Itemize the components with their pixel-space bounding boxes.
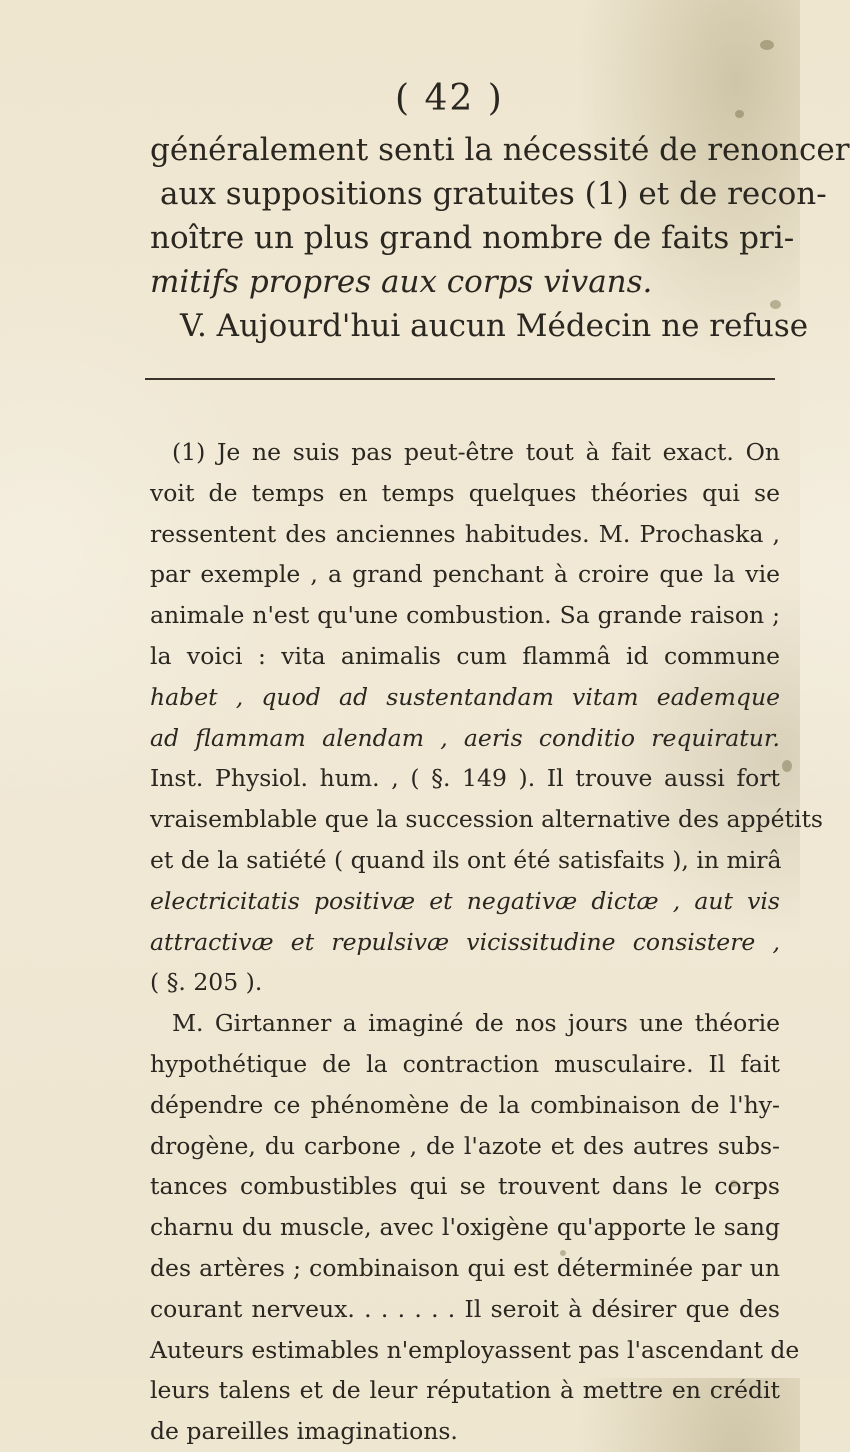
page-number: ( 42 ) bbox=[395, 78, 504, 119]
footnote-line: et de la satiété ( quand ils ont été satisfaits ), in mirâ bbox=[150, 845, 782, 874]
footnote-line: ( §. 205 ). bbox=[150, 968, 263, 997]
paper-speck bbox=[735, 110, 744, 118]
footnote-line: (1) Je ne suis pas peut-être tout à fait exact. On bbox=[172, 438, 780, 466]
footnote-line: voit de temps en temps quelques théories qui se bbox=[150, 478, 780, 507]
footnote-line: hypothétique de la contraction musculaire. Il fait bbox=[150, 1049, 780, 1078]
main-text-line: aux suppositions gratuites (1) et de recon- bbox=[160, 176, 827, 212]
footnote-line: par exemple , a grand penchant à croire que la vie bbox=[150, 560, 780, 589]
footnote-line: electricitatis positivæ et negativæ dictæ , aut vis bbox=[150, 886, 780, 915]
footnote-line: Auteurs estimables n'employassent pas l'ascendant de bbox=[150, 1335, 800, 1364]
footnote-line: drogène, du carbone , de l'azote et des autres subs- bbox=[150, 1131, 780, 1160]
footnote-block bbox=[150, 432, 823, 1452]
footnote-line: habet , quod ad sustentandam vitam eademque bbox=[150, 682, 780, 711]
footnote-line: charnu du muscle, avec l'oxigène qu'apporte le sang bbox=[150, 1213, 780, 1242]
footnote-line: tances combustibles qui se trouvent dans le corps bbox=[150, 1172, 780, 1201]
main-text-line: V. Aujourd'hui aucun Médecin ne refuse bbox=[180, 308, 809, 344]
footnote-line: ad flammam alendam , aeris conditio requiratur. bbox=[150, 723, 780, 752]
footnote-line: dépendre ce phénomène de la combinaison de l'hy- bbox=[150, 1090, 780, 1119]
footnote-line: la voici : vita animalis cum flammâ id commune bbox=[150, 641, 780, 670]
main-text-line: généralement senti la nécessité de renoncer bbox=[150, 132, 850, 168]
footnote-line: des artères ; combinaison qui est déterminée par un bbox=[150, 1253, 780, 1282]
footnote-separator-rule bbox=[145, 378, 775, 380]
main-text-line: mitifs propres aux corps vivans. bbox=[150, 264, 653, 300]
paper-speck bbox=[782, 760, 792, 772]
paper-speck bbox=[730, 1180, 738, 1187]
main-text-block bbox=[150, 128, 850, 348]
paper-speck bbox=[760, 40, 774, 50]
footnote-line: M. Girtanner a imaginé de nos jours une théorie bbox=[172, 1009, 780, 1038]
footnote-line: de pareilles imaginations. bbox=[150, 1417, 458, 1446]
footnote-line: leurs talens et de leur réputation à mettre en crédit bbox=[150, 1376, 780, 1405]
footnote-line: courant nerveux. . . . . . . Il seroit à désirer que des bbox=[150, 1294, 780, 1323]
footnote-line: Inst. Physiol. hum. , ( §. 149 ). Il trouve aussi fort bbox=[150, 764, 780, 793]
footnote-line: animale n'est qu'une combustion. Sa grande raison ; bbox=[150, 601, 780, 630]
footnote-line: ressentent des anciennes habitudes. M. Prochaska , bbox=[150, 519, 780, 548]
paper-speck bbox=[770, 300, 781, 309]
paper-speck bbox=[560, 1250, 566, 1256]
main-text-line: noître un plus grand nombre de faits pri- bbox=[150, 220, 795, 256]
footnote-line: vraisemblable que la succession alternative des appétits bbox=[150, 805, 823, 834]
footnote-line: attractivæ et repulsivæ vicissitudine consistere , bbox=[150, 927, 780, 956]
